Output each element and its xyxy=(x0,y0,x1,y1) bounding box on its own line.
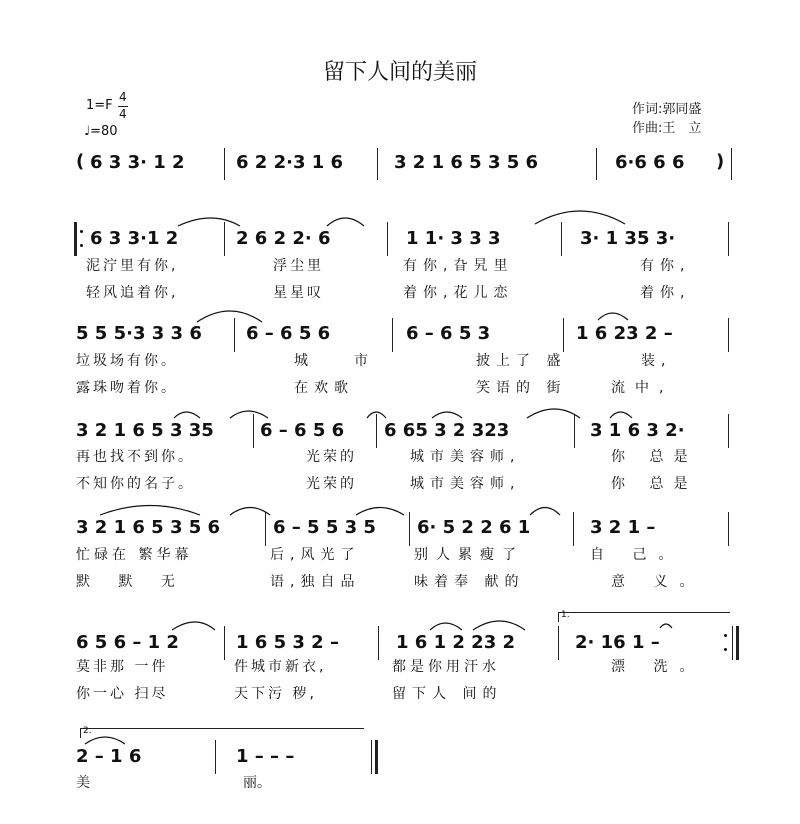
lyric-verse2: 不知你的名子。 xyxy=(76,476,195,492)
lyric-verse1: 自 己。 xyxy=(590,547,685,563)
measure-notes: 3 2 1 – xyxy=(590,517,656,538)
lyricist-credit: 作词:郭同盛 xyxy=(632,102,702,117)
measure-notes: 2· 16 1 – xyxy=(575,632,660,653)
lyric-verse2: 天下污 秽, xyxy=(234,686,317,702)
measure-notes: 1 6 5 3 2 – xyxy=(236,632,339,653)
measure-notes: 6 5 6 – 1 2 xyxy=(76,632,179,653)
lyric-verse2: 你 总是 xyxy=(611,476,698,492)
measure-notes: 6·6 6 6 xyxy=(615,152,685,173)
measure-notes: 2 6 2 2· 6 xyxy=(236,228,331,249)
measure-notes: 3 2 1 6 5 3 5 6 xyxy=(76,517,221,538)
lyric-verse1: 都是你用汗水 xyxy=(392,659,500,675)
lyric-verse1: 有你,旮旯里 xyxy=(403,258,514,274)
lyric-verse1: 浮尘里 xyxy=(273,258,324,274)
lyric-verse2: 味着奉 献的 xyxy=(414,574,525,590)
lyric-verse1: 垃圾场有你。 xyxy=(76,353,178,369)
lyric-verse2: 在欢歌 xyxy=(294,380,354,396)
lyric-verse2: 露珠吻着你。 xyxy=(76,380,178,396)
measure-notes: 3 1 6 3 2· xyxy=(590,420,685,441)
intro-paren-close: ) xyxy=(716,151,725,172)
measure-notes: 3 2 1 6 5 3 5 6 xyxy=(394,152,539,173)
measure-notes: 6 – 6 5 6 xyxy=(246,323,331,344)
lyric-verse1: 美 xyxy=(76,775,90,791)
lyric-verse2: 轻风追着你, xyxy=(86,285,179,301)
lyric-verse1: 再也找不到你。 xyxy=(76,449,195,465)
measure-notes: 5 5 5·3 3 3 6 xyxy=(76,323,202,344)
lyric-verse1: 莫非那 一件 xyxy=(76,659,169,675)
lyric-verse1: 件城市新衣, xyxy=(234,659,327,675)
lyric-verse1: 披上了 盛 xyxy=(476,353,567,369)
lyric-verse2: 笑语的 街 xyxy=(476,380,567,396)
lyric-verse2: 留下人 间的 xyxy=(392,686,503,702)
measure-notes: 6 – 5 5 3 5 xyxy=(273,517,376,538)
lyric-verse1: 光荣的 xyxy=(306,449,357,465)
lyric-verse2: 星星叹 xyxy=(273,285,324,301)
lyric-verse2: 默 默 无 xyxy=(76,574,187,590)
lyric-verse2: 意 义。 xyxy=(611,574,706,590)
tempo-marking: ♩=80 xyxy=(84,124,118,139)
measure-notes: 6 3 3· 1 2 xyxy=(90,152,185,173)
time-signature-bottom: 4 xyxy=(119,107,127,121)
key-signature: 1=F xyxy=(86,98,113,113)
volta-2-label: 2. xyxy=(83,726,92,736)
measure-notes: 6· 5 2 2 6 1 xyxy=(417,517,531,538)
lyric-verse1: 城 市 xyxy=(294,353,384,369)
measure-notes: 3· 1 35 3· xyxy=(580,228,676,249)
measure-notes: 2 – 1 6 xyxy=(76,746,142,767)
measure-notes: 1 – – – xyxy=(236,746,295,767)
lyric-verse2: 光荣的 xyxy=(306,476,357,492)
measure-notes: 1 6 23 2 – xyxy=(576,323,673,344)
measure-notes: 6 2 2·3 1 6 xyxy=(236,152,344,173)
measure-notes: 6 3 3·1 2 xyxy=(90,228,179,249)
measure-notes: 6 – 6 5 3 xyxy=(406,323,491,344)
lyric-verse1: 后,风光了 xyxy=(270,547,361,563)
lyric-verse2: 语,独自品 xyxy=(270,574,361,590)
measure-notes: 1 6 1 2 23 2 xyxy=(396,632,516,653)
measure-notes: 6 – 6 5 6 xyxy=(260,420,345,441)
lyric-verse2: 流中, xyxy=(611,380,674,396)
time-signature-top: 4 xyxy=(119,90,127,104)
lyric-verse1: 丽。 xyxy=(243,775,271,791)
lyric-verse1: 装, xyxy=(641,353,672,369)
lyric-verse2: 着你,花儿恋 xyxy=(403,285,514,301)
lyric-verse1: 别人累瘦了 xyxy=(414,547,524,563)
intro-paren-open: ( xyxy=(76,151,85,172)
lyric-verse1: 忙碌在 繁华幕 xyxy=(76,547,193,563)
lyric-verse1: 城市美容师, xyxy=(410,449,521,465)
lyric-verse1: 泥泞里有你, xyxy=(86,258,179,274)
measure-notes: 1 1· 3 3 3 xyxy=(406,228,501,249)
volta-1-label: 1. xyxy=(561,610,570,620)
lyric-verse1: 漂 洗。 xyxy=(611,659,706,675)
measure-notes: 6 65 3 2 323 xyxy=(384,420,510,441)
song-title: 留下人间的美丽 xyxy=(322,60,477,85)
measure-notes: 3 2 1 6 5 3 35 xyxy=(76,420,214,441)
lyric-verse2: 城市美容师, xyxy=(410,476,521,492)
lyric-verse2: 着你, xyxy=(640,285,691,301)
lyric-verse1: 有你, xyxy=(640,258,691,274)
composer-credit: 作曲:王 立 xyxy=(632,121,702,136)
lyric-verse1: 你 总是 xyxy=(611,449,698,465)
lyric-verse2: 你一心 扫尽 xyxy=(76,686,169,702)
